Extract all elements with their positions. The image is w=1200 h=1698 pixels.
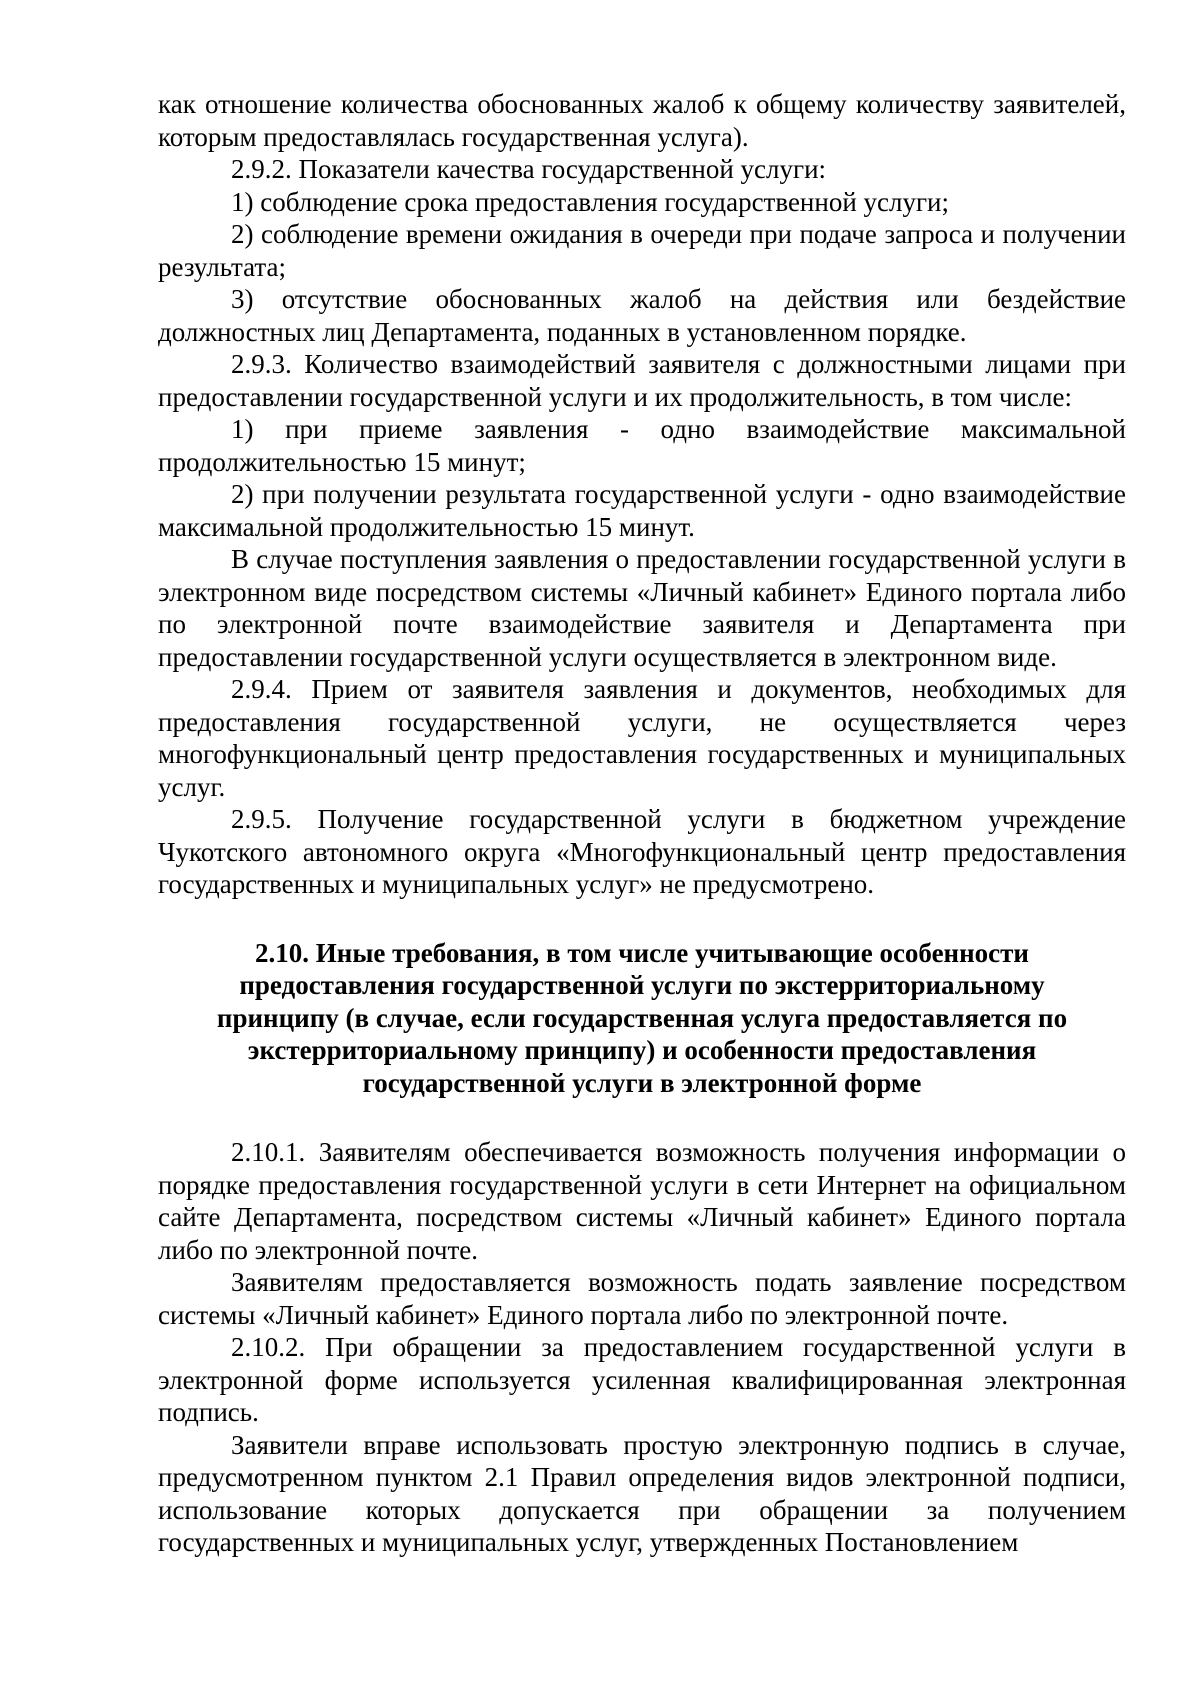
document-page bbox=[158, 88, 1126, 1559]
paragraph-2-9-3: 2.9.3. Количество взаимодействий заявителя с должностными лицами при предоставлении государственной услуги и их продолжительность, в том числе: bbox=[158, 349, 1126, 412]
section-heading-2-10: 2.10. Иные требования, в том числе учитывающие особенности предоставления государственной услуги по экстерриториальному принципу (в случае, если государственная услуга предоставляется по экстерриториальному принципу) и особенности предоставления государственной услуги в электронной форме bbox=[216, 937, 1068, 1098]
list-item-2-9-2-3: 3) отсутствие обоснованных жалоб на действия или бездействие должностных лиц Департамента, поданных в установленном порядке. bbox=[158, 284, 1126, 347]
paragraph-submit-application: Заявителям предоставляется возможность подать заявление посредством системы «Личный кабинет» Единого портала либо по электронной почте. bbox=[158, 1267, 1126, 1330]
paragraph-2-9-2: 2.9.2. Показатели качества государственной услуги: bbox=[231, 154, 827, 184]
list-item-2-9-3-1: 1) при приеме заявления - одно взаимодействие максимальной продолжительностью 15 минут; bbox=[158, 414, 1126, 477]
paragraph-2-10-2: 2.10.2. При обращении за предоставлением государственной услуги в электронной форме используется усиленная квалифицированная электронная подпись. bbox=[158, 1332, 1126, 1427]
paragraph-2-10-1: 2.10.1. Заявителям обеспечивается возможность получения информации о порядке предоставления государственной услуги в сети Интернет на официальном сайте Департамента, посредством системы «Личный кабинет» Единого портала либо по электронной почте. bbox=[158, 1137, 1126, 1265]
paragraph-electronic-interaction: В случае поступления заявления о предоставлении государственной услуги в электронном виде посредством системы «Личный кабинет» Единого портала либо по электронной почте взаимодействие заявителя и Департамента при предоставлении государственной услуги осуществляется в электронном виде. bbox=[158, 544, 1126, 672]
list-item-2-9-2-1: 1) соблюдение срока предоставления государственной услуги; bbox=[231, 186, 950, 217]
list-item-2-9-3-2: 2) при получении результата государственной услуги - одно взаимодействие максимальной продолжительностью 15 минут. bbox=[158, 479, 1126, 542]
list-item-2-9-2-2: 2) соблюдение времени ожидания в очереди при подаче запроса и получении результата; bbox=[158, 219, 1126, 282]
paragraph-2-9-5: 2.9.5. Получение государственной услуги в бюджетном учреждение Чукотского автономного округа «Многофункциональный центр предоставления государственных и муниципальных услуг» не предусмотрено. bbox=[158, 804, 1126, 899]
paragraph-complaints-ratio: как отношение количества обоснованных жалоб к общему количеству заявителей, которым предоставлялась государственная услуга). bbox=[158, 89, 1126, 152]
paragraph-simple-signature: Заявители вправе использовать простую электронную подпись в случае, предусмотренном пунктом 2.1 Правил определения видов электронной подписи, использование которых допускается при обращении за получением государственных и муниципальных услуг, утвержденных Постановлением bbox=[158, 1429, 1126, 1557]
paragraph-2-9-4: 2.9.4. Прием от заявителя заявления и документов, необходимых для предоставления государственной услуги, не осуществляется через многофункциональный центр предоставления государственных и муниципальных услуг. bbox=[158, 674, 1126, 802]
